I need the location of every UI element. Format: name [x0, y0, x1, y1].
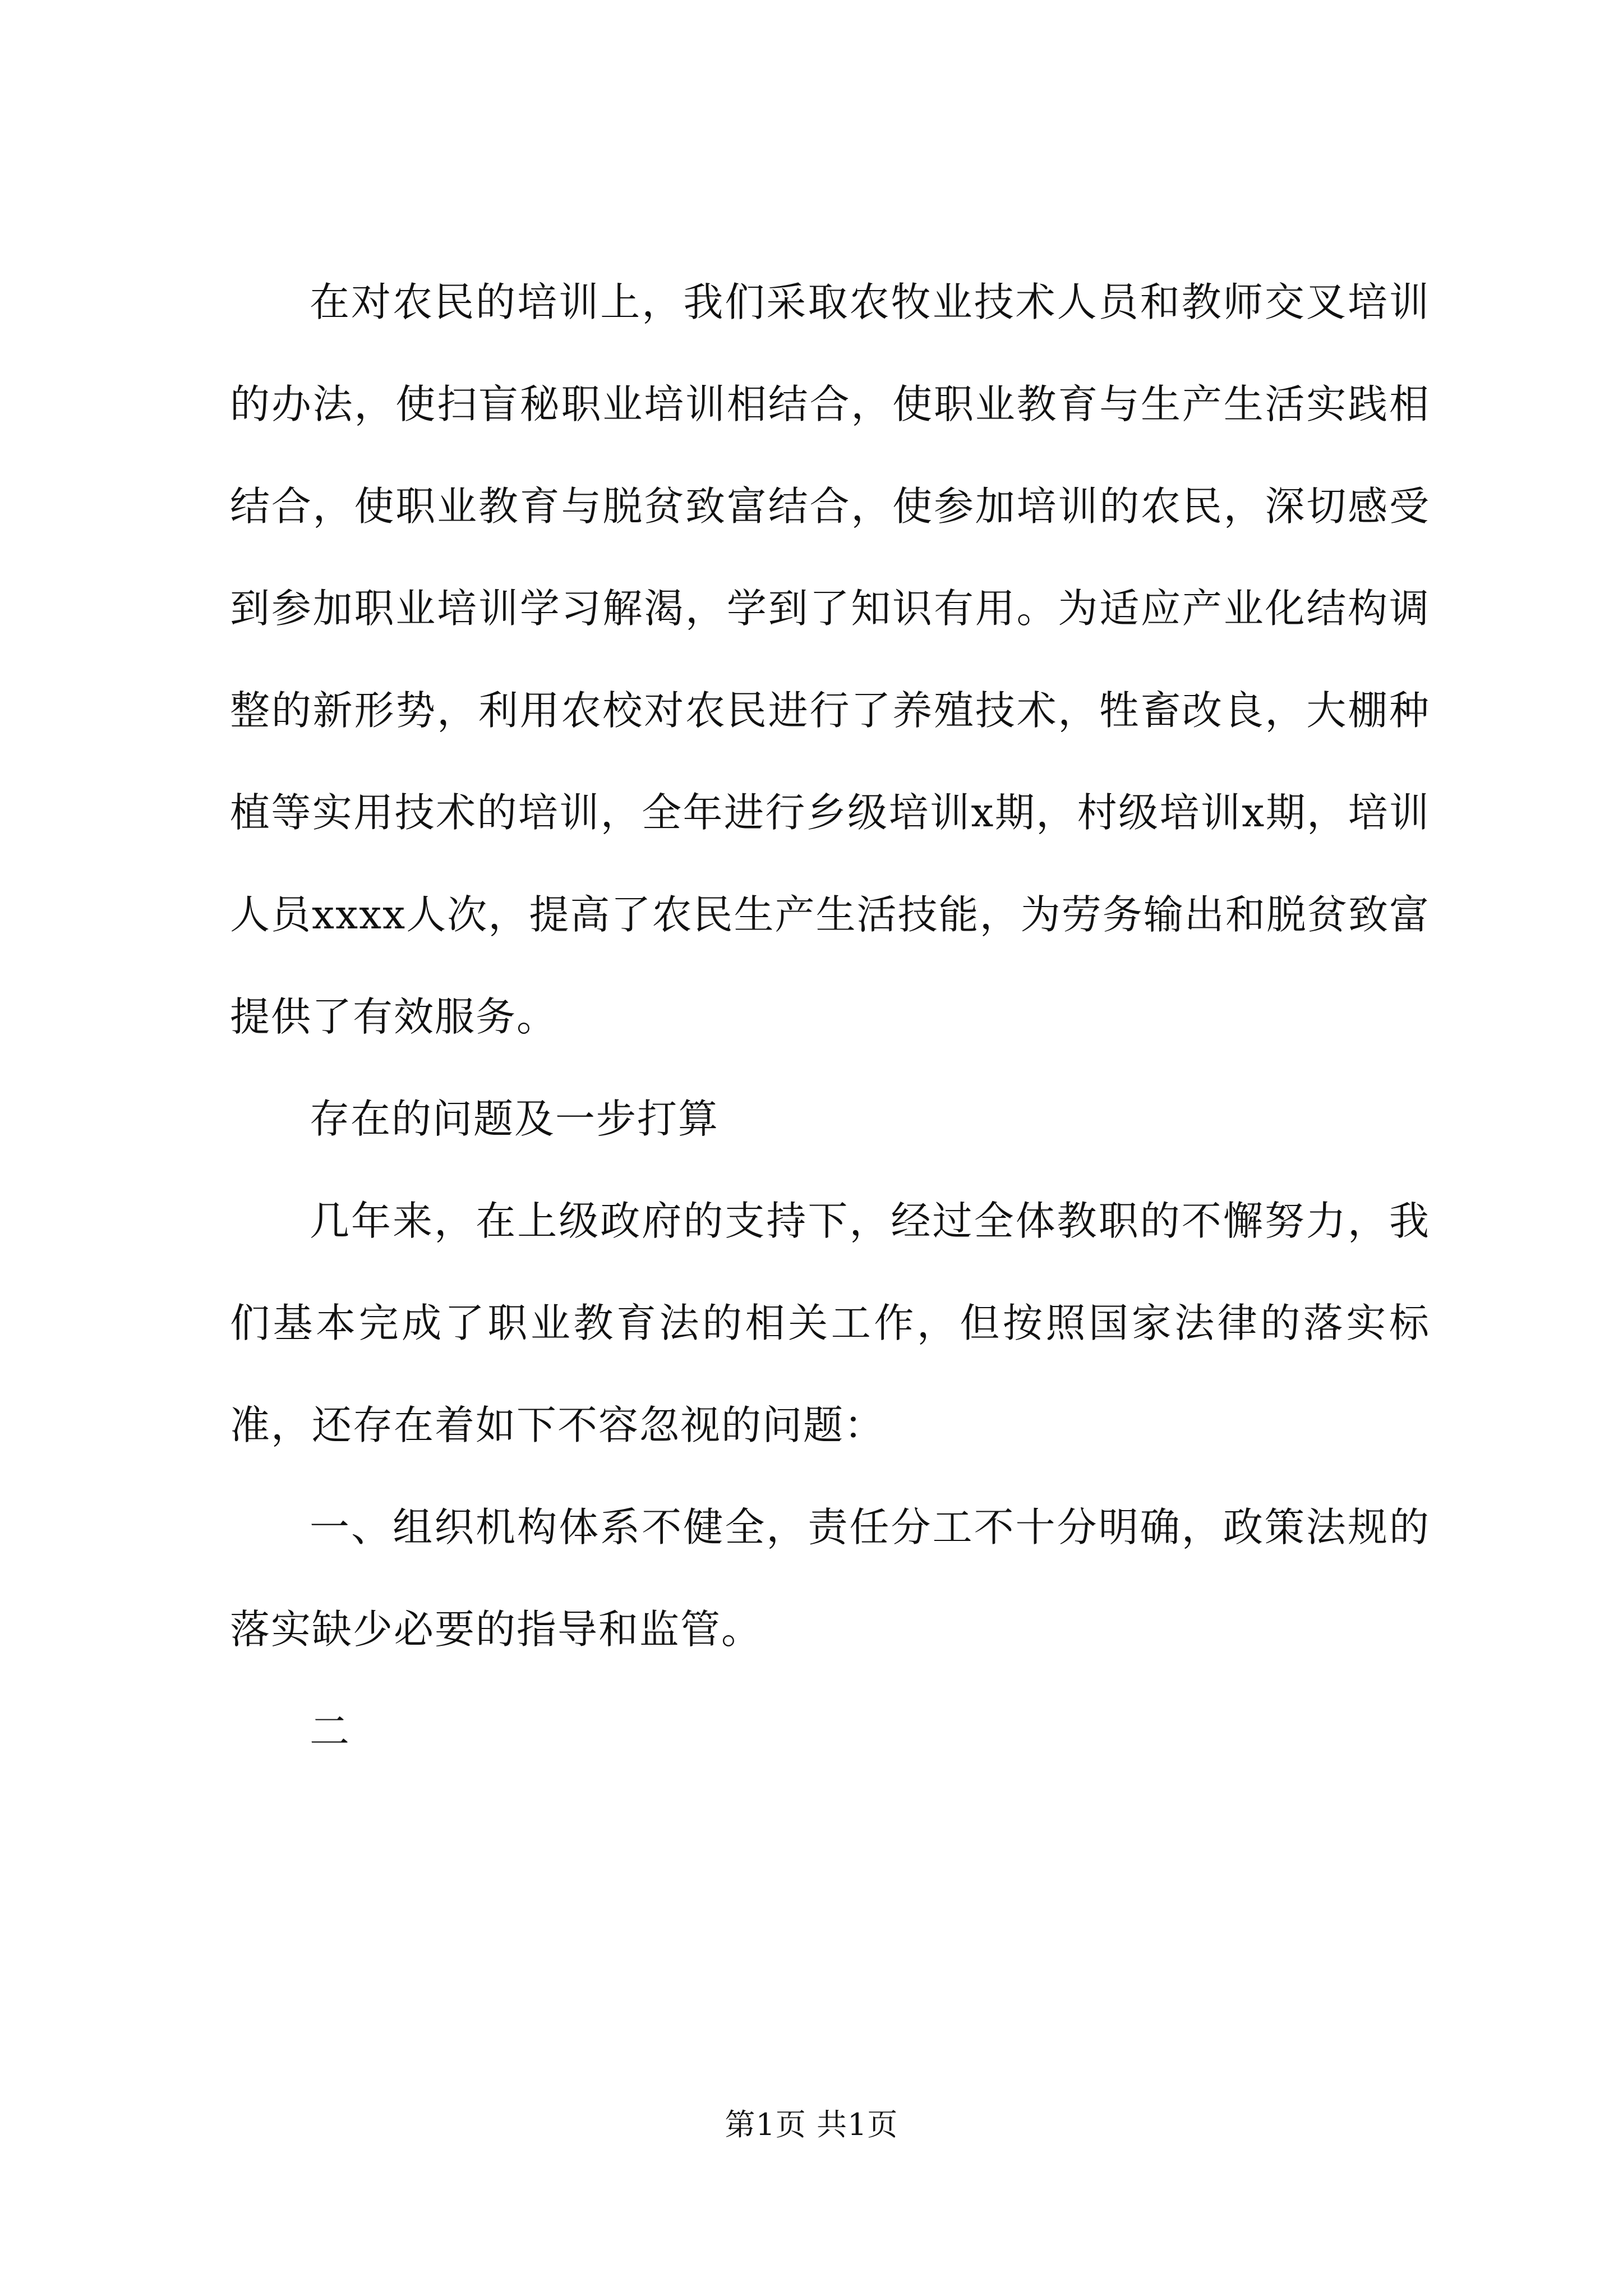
section-heading-problems-plans: 存在的问题及一步打算	[310, 1096, 720, 1142]
paragraph-problem-two: 二	[310, 1708, 351, 1755]
paragraph-farmer-training: 在对农民的培训上，我们采取农牧业技术人员和教师交叉培训的办法，使扫盲秘职业培训相结合，使职业教育与生产生活实践相结合，使职业教育与脱贫致富结合，使参加培训的农民，深切感受到参加职业培训学习解渴，学到了知识有用。为适应产业化结构调整的新形势，利用农校对农民进行了养殖技术，牲畜改良，大棚种植等实用技术的培训，全年进行乡级培训x期，村级培训x期，培训人员xxxx人次，提高了农民生产生活技能，为劳务输出和脱贫致富提供了有效服务。	[230, 279, 1430, 1040]
paragraph-problem-one: 一、组织机构体系不健全，责任分工不十分明确，政策法规的落实缺少必要的指导和监管。	[230, 1504, 1430, 1653]
paragraph-achievements-summary: 几年来，在上级政府的支持下，经过全体教职的不懈努力，我们基本完成了职业教育法的相关工作，但按照国家法律的落实标准，还存在着如下不容忽视的问题：	[230, 1198, 1430, 1448]
page-number-footer: 第1页 共1页	[725, 2107, 898, 2142]
document-body	[230, 251, 1430, 1783]
